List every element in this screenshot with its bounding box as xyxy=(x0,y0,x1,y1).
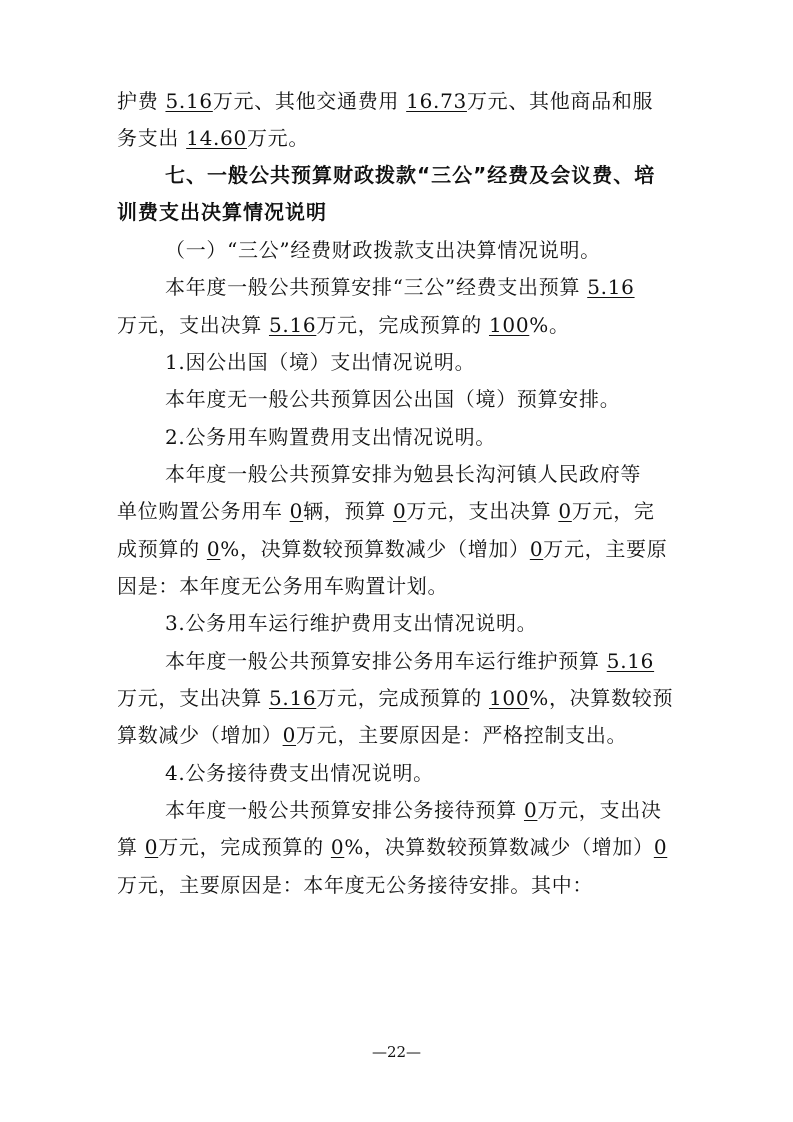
section-heading-line xyxy=(117,198,327,226)
text-line xyxy=(165,759,434,787)
underlined-value: 16.73 xyxy=(406,89,467,113)
text-segment: 万元。 xyxy=(246,126,310,150)
underlined-value: 5.16 xyxy=(587,275,635,299)
text-segment: %。 xyxy=(529,313,570,337)
text-line xyxy=(165,609,537,637)
underlined-value: 5.16 xyxy=(268,686,317,710)
underlined-value: 0 xyxy=(289,499,304,523)
text-segment: %，决算数较预算数减少（增加） xyxy=(344,835,654,859)
underlined-value: 0 xyxy=(282,723,297,747)
text-line xyxy=(165,460,641,488)
text-segment: %，决算数较预算数减少（增加） xyxy=(220,537,530,561)
text-line xyxy=(117,535,667,563)
text-line xyxy=(165,273,635,301)
underlined-value: 100 xyxy=(488,313,530,337)
text-segment: 3.公务用车运行维护费用支出情况说明。 xyxy=(165,611,538,635)
text-line xyxy=(165,348,475,376)
underlined-value: 0 xyxy=(558,499,572,523)
text-segment: 七、一般公共预算财政拨款“三公”经费及会议费、培 xyxy=(165,163,656,187)
text-segment: 万元，完成预算的 xyxy=(316,313,489,337)
text-segment: 本年度一般公共预算安排“三公”经费支出预算 xyxy=(165,275,588,299)
underlined-value: 14.60 xyxy=(186,126,247,150)
text-segment: 1.因公出国（境）支出情况说明。 xyxy=(165,350,476,374)
text-segment: 2.公务用车购置费用支出情况说明。 xyxy=(165,425,496,449)
text-line xyxy=(165,423,496,451)
text-segment: 护费 xyxy=(117,89,166,113)
text-segment: 成预算的 xyxy=(117,537,207,561)
text-segment: 万元，主要原 xyxy=(543,537,668,561)
text-segment: 本年度一般公共预算安排公务接待预算 xyxy=(165,798,524,822)
text-segment: 万元，完成预算的 xyxy=(158,835,331,859)
text-segment: 本年度一般公共预算安排为勉县长沟河镇人民政府等 xyxy=(165,462,642,486)
text-segment: 万元，支出决 xyxy=(537,798,662,822)
underlined-value: 0 xyxy=(529,537,544,561)
text-line xyxy=(117,311,570,339)
text-line xyxy=(117,124,309,152)
text-line xyxy=(117,572,448,600)
text-segment: 万元，支出决算 xyxy=(117,686,269,710)
text-segment: （一）“三公”经费财政拨款支出决算情况说明。 xyxy=(165,238,601,262)
text-line xyxy=(117,684,673,712)
underlined-value: 100 xyxy=(488,686,530,710)
underlined-value: 0 xyxy=(392,499,407,523)
text-segment: %，决算数较预 xyxy=(529,686,674,710)
text-line xyxy=(165,236,601,264)
text-segment: 因是：本年度无公务用车购置计划。 xyxy=(117,574,449,598)
text-segment: 万元，支出决算 xyxy=(406,499,559,523)
text-line xyxy=(165,385,620,413)
text-line xyxy=(165,647,654,675)
text-segment: 万元、其他交通费用 xyxy=(212,89,407,113)
text-line xyxy=(117,833,667,861)
page-number: —22— xyxy=(371,1043,422,1061)
underlined-value: 0 xyxy=(330,835,345,859)
text-segment: 4.公务接待费支出情况说明。 xyxy=(165,761,434,785)
text-segment: 万元，完成预算的 xyxy=(316,686,489,710)
text-line xyxy=(165,796,662,824)
text-segment: 万元，主要原因是：本年度无公务接待安排。其中： xyxy=(117,873,594,897)
text-segment: 万元，支出决算 xyxy=(117,313,269,337)
text-segment: 本年度一般公共预算安排公务用车运行维护预算 xyxy=(165,649,607,673)
text-segment: 算数减少（增加） xyxy=(117,723,283,747)
text-segment: 务支出 xyxy=(117,126,187,150)
text-segment: 万元，主要原因是：严格控制支出。 xyxy=(296,723,628,747)
underlined-value: 5.16 xyxy=(165,89,213,113)
text-segment: 单位购置公务用车 xyxy=(117,499,290,523)
underlined-value: 5.16 xyxy=(606,649,655,673)
text-segment: 万元、其他商品和服 xyxy=(466,89,654,113)
text-segment: 本年度无一般公共预算因公出国（境）预算安排。 xyxy=(165,387,621,411)
text-line xyxy=(117,871,593,899)
text-line xyxy=(117,87,653,115)
section-heading-line xyxy=(165,161,655,189)
underlined-value: 0 xyxy=(144,835,159,859)
text-line xyxy=(117,497,655,525)
underlined-value: 0 xyxy=(523,798,538,822)
text-segment: 辆，预算 xyxy=(303,499,393,523)
text-line xyxy=(117,721,627,749)
text-segment: 算 xyxy=(117,835,145,859)
text-segment: 万元，完 xyxy=(571,499,655,523)
text-segment: 训费支出决算情况说明 xyxy=(117,200,327,224)
underlined-value: 0 xyxy=(206,537,221,561)
underlined-value: 0 xyxy=(653,835,668,859)
underlined-value: 5.16 xyxy=(268,313,317,337)
